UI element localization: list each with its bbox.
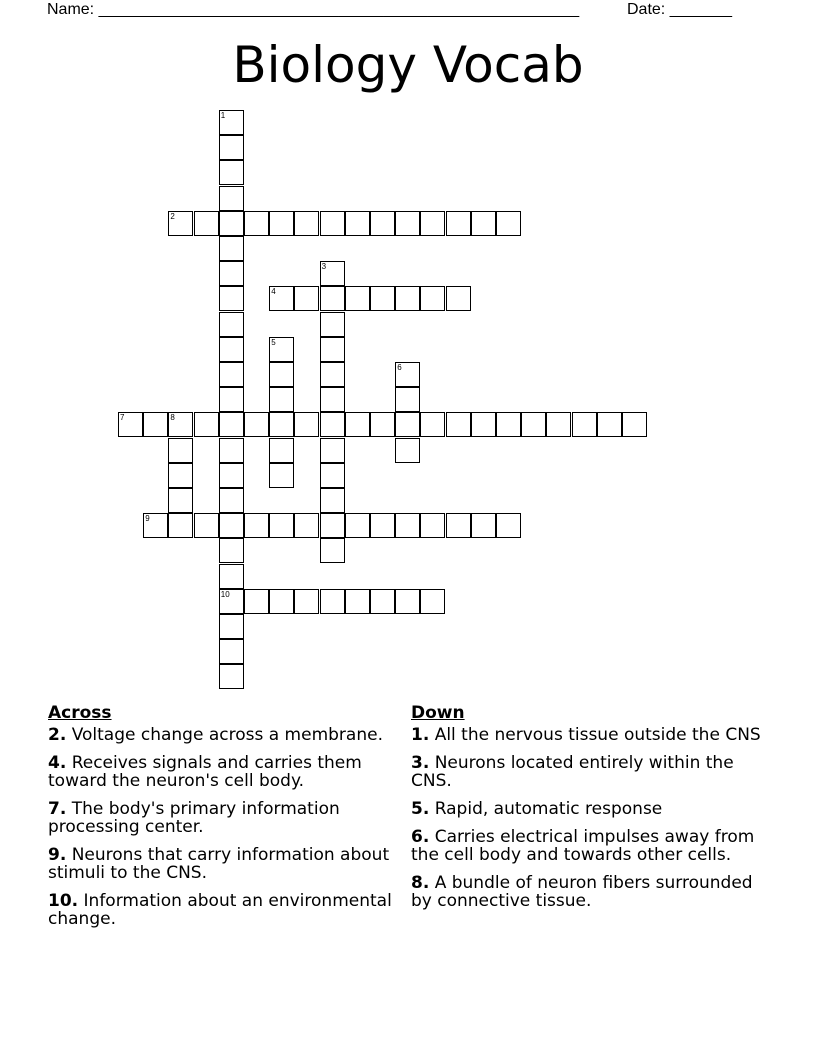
- clue-number: 5.: [411, 799, 430, 819]
- grid-cell[interactable]: [420, 412, 445, 437]
- grid-cell[interactable]: [496, 513, 521, 538]
- grid-cell[interactable]: [294, 412, 319, 437]
- cell-number: 4: [271, 287, 276, 297]
- clue-number: 2.: [48, 725, 67, 745]
- grid-cell[interactable]: [219, 236, 244, 261]
- grid-cell[interactable]: [395, 362, 420, 387]
- clue-number: 6.: [411, 827, 430, 847]
- grid-cell[interactable]: [370, 286, 395, 311]
- clue-text: A bundle of neuron fibers surrounded by connective tissue.: [411, 873, 753, 911]
- grid-cell[interactable]: [420, 589, 445, 614]
- clue-number: 10.: [48, 891, 79, 911]
- clue-item: [48, 726, 398, 744]
- clue-number: 8.: [411, 873, 430, 893]
- grid-cell[interactable]: [244, 589, 269, 614]
- clue-item: [48, 800, 398, 836]
- grid-cell[interactable]: [219, 261, 244, 286]
- grid-cell[interactable]: [269, 412, 294, 437]
- grid-cell[interactable]: [370, 412, 395, 437]
- grid-cell[interactable]: [219, 286, 244, 311]
- grid-cell[interactable]: [269, 286, 294, 311]
- grid-cell[interactable]: [219, 337, 244, 362]
- clue-text: Receives signals and carries them toward the neuron's cell body.: [48, 753, 362, 791]
- clue-item: [411, 726, 771, 744]
- clue-number: 7.: [48, 799, 67, 819]
- grid-cell[interactable]: [219, 639, 244, 664]
- grid-cell[interactable]: [219, 186, 244, 211]
- grid-cell[interactable]: [168, 211, 193, 236]
- clue-item: [411, 874, 771, 910]
- grid-cell[interactable]: [244, 412, 269, 437]
- grid-cell[interactable]: [320, 211, 345, 236]
- grid-cell[interactable]: [320, 261, 345, 286]
- cell-number: 8: [170, 413, 175, 423]
- grid-cell[interactable]: [269, 463, 294, 488]
- grid-cell[interactable]: [269, 362, 294, 387]
- grid-cell[interactable]: [219, 135, 244, 160]
- grid-cell[interactable]: [521, 412, 546, 437]
- across-clues: [48, 704, 398, 938]
- clue-item: [48, 754, 398, 790]
- grid-cell[interactable]: [370, 589, 395, 614]
- grid-cell[interactable]: [546, 412, 571, 437]
- grid-cell[interactable]: [345, 412, 370, 437]
- grid-cell[interactable]: [320, 438, 345, 463]
- grid-cell[interactable]: [244, 211, 269, 236]
- grid-cell[interactable]: [345, 513, 370, 538]
- grid-cell[interactable]: [118, 412, 143, 437]
- clue-text: All the nervous tissue outside the CNS: [429, 725, 761, 745]
- grid-cell[interactable]: [345, 286, 370, 311]
- grid-cell[interactable]: [143, 412, 168, 437]
- grid-cell[interactable]: [219, 211, 244, 236]
- grid-cell[interactable]: [320, 362, 345, 387]
- grid-cell[interactable]: [219, 664, 244, 689]
- grid-cell[interactable]: [345, 589, 370, 614]
- grid-cell[interactable]: [446, 286, 471, 311]
- grid-cell[interactable]: [219, 488, 244, 513]
- grid-cell[interactable]: [168, 513, 193, 538]
- clue-item: [411, 754, 771, 790]
- cell-number: 1: [220, 111, 226, 120]
- name-field-label[interactable]: Name: ______________________________________________________: [47, 1, 580, 18]
- grid-cell[interactable]: [219, 513, 244, 538]
- grid-cell[interactable]: [320, 412, 345, 437]
- page-title: Biology Vocab: [232, 36, 584, 94]
- cell-number: 9: [145, 514, 150, 524]
- clue-number: 1.: [411, 725, 430, 745]
- grid-cell[interactable]: [294, 286, 319, 311]
- grid-cell[interactable]: [219, 564, 244, 589]
- grid-cell[interactable]: [320, 387, 345, 412]
- grid-cell[interactable]: [622, 412, 647, 437]
- grid-cell[interactable]: [294, 513, 319, 538]
- grid-cell[interactable]: [219, 110, 244, 135]
- grid-cell[interactable]: [269, 337, 294, 362]
- grid-cell[interactable]: [219, 312, 244, 337]
- grid-cell[interactable]: [194, 211, 219, 236]
- grid-cell[interactable]: [320, 463, 345, 488]
- grid-cell[interactable]: [320, 488, 345, 513]
- grid-cell[interactable]: [320, 286, 345, 311]
- grid-cell[interactable]: [446, 513, 471, 538]
- grid-cell[interactable]: [143, 513, 168, 538]
- grid-cell[interactable]: [219, 387, 244, 412]
- grid-cell[interactable]: [471, 211, 496, 236]
- clue-text: Rapid, automatic response: [429, 799, 663, 819]
- across-heading: Across: [48, 703, 112, 723]
- cell-number: 7: [120, 413, 125, 423]
- grid-cell[interactable]: [345, 211, 370, 236]
- grid-cell[interactable]: [219, 412, 244, 437]
- clue-text: Neurons located entirely within the CNS.: [411, 753, 734, 791]
- grid-cell[interactable]: [446, 211, 471, 236]
- grid-cell[interactable]: [370, 211, 395, 236]
- clue-item: [411, 828, 771, 864]
- grid-cell[interactable]: [168, 463, 193, 488]
- grid-cell[interactable]: [395, 513, 420, 538]
- grid-cell[interactable]: [496, 211, 521, 236]
- grid-cell[interactable]: [395, 589, 420, 614]
- clue-text: Carries electrical impulses away from the cell body and towards other cells.: [411, 827, 755, 865]
- grid-cell[interactable]: [219, 614, 244, 639]
- clue-number: 4.: [48, 753, 67, 773]
- cell-number: 3: [321, 262, 327, 272]
- grid-cell[interactable]: [219, 438, 244, 463]
- cell-number: 10: [220, 589, 230, 599]
- grid-cell[interactable]: [219, 538, 244, 563]
- down-clues: [411, 704, 771, 920]
- cell-number: 6: [397, 363, 402, 372]
- grid-cell[interactable]: [269, 387, 294, 412]
- grid-cell[interactable]: [219, 463, 244, 488]
- grid-cell[interactable]: [168, 412, 193, 437]
- grid-cell[interactable]: [269, 438, 294, 463]
- grid-cell[interactable]: [420, 211, 445, 236]
- across-clue-list: [48, 726, 398, 928]
- grid-cell[interactable]: [194, 513, 219, 538]
- grid-cell[interactable]: [496, 412, 521, 437]
- grid-cell[interactable]: [395, 412, 420, 437]
- grid-cell[interactable]: [168, 438, 193, 463]
- grid-cell[interactable]: [370, 513, 395, 538]
- clue-text: The body's primary information processing center.: [48, 799, 340, 837]
- cell-number: 2: [170, 211, 175, 221]
- clue-number: 9.: [48, 845, 67, 865]
- cell-number: 5: [271, 337, 276, 347]
- grid-cell[interactable]: [597, 412, 622, 437]
- grid-cell[interactable]: [320, 589, 345, 614]
- grid-cell[interactable]: [244, 513, 269, 538]
- grid-cell[interactable]: [320, 538, 345, 563]
- grid-cell[interactable]: [395, 387, 420, 412]
- grid-cell[interactable]: [395, 286, 420, 311]
- grid-cell[interactable]: [194, 412, 219, 437]
- grid-cell[interactable]: [395, 211, 420, 236]
- down-heading: Down: [411, 703, 465, 723]
- grid-cell[interactable]: [219, 589, 244, 614]
- grid-cell[interactable]: [471, 513, 496, 538]
- grid-cell[interactable]: [269, 211, 294, 236]
- clue-text: Neurons that carry information about stimuli to the CNS.: [48, 845, 390, 883]
- clue-item: [48, 846, 398, 882]
- clue-item: [48, 892, 398, 928]
- clue-number: 3.: [411, 753, 430, 773]
- clue-item: [411, 800, 771, 818]
- grid-cell[interactable]: [420, 513, 445, 538]
- grid-cell[interactable]: [320, 312, 345, 337]
- clue-text: Voltage change across a membrane.: [66, 725, 383, 745]
- grid-cell[interactable]: [219, 160, 244, 185]
- grid-cell[interactable]: [420, 286, 445, 311]
- grid-cell[interactable]: [471, 412, 496, 437]
- grid-cell[interactable]: [269, 513, 294, 538]
- grid-cell[interactable]: [320, 513, 345, 538]
- grid-cell[interactable]: [294, 589, 319, 614]
- clue-text: Information about an environmental change.: [48, 891, 392, 929]
- grid-cell[interactable]: [219, 362, 244, 387]
- down-clue-list: [411, 726, 771, 910]
- grid-cell[interactable]: [294, 211, 319, 236]
- grid-cell[interactable]: [395, 438, 420, 463]
- grid-cell[interactable]: [572, 412, 597, 437]
- date-field-label[interactable]: Date: _______: [627, 1, 732, 18]
- grid-cell[interactable]: [320, 337, 345, 362]
- grid-cell[interactable]: [269, 589, 294, 614]
- grid-cell[interactable]: [168, 488, 193, 513]
- grid-cell[interactable]: [446, 412, 471, 437]
